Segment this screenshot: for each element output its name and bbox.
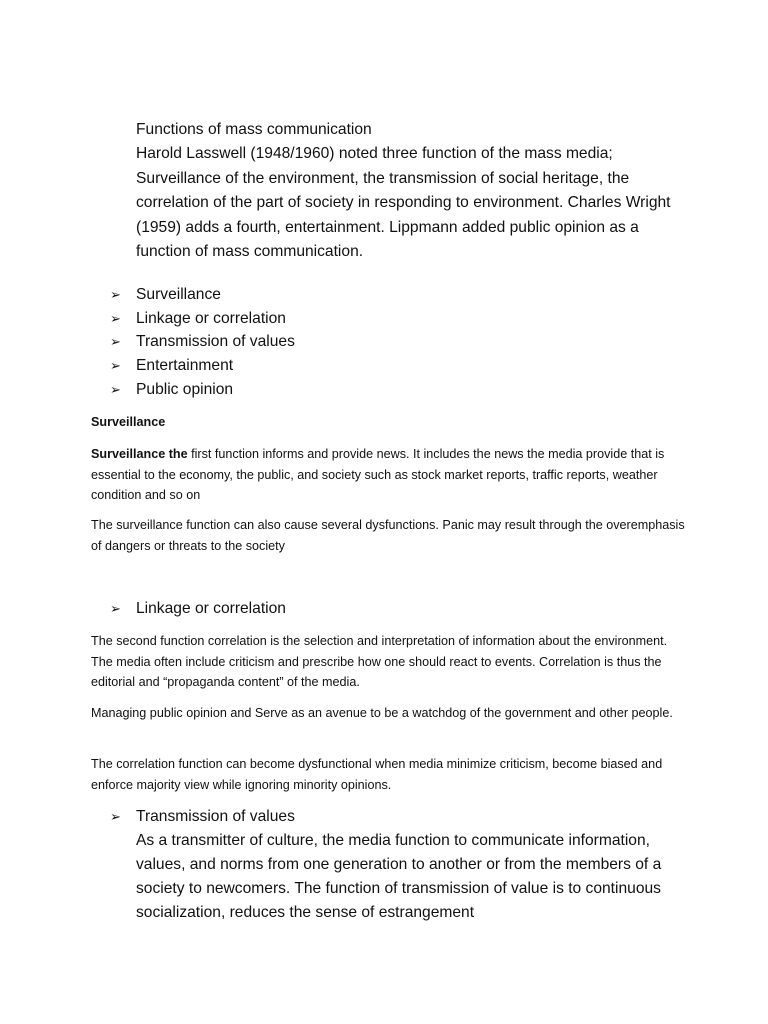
list-item: ➢ Surveillance xyxy=(110,283,670,307)
linkage-heading: Linkage or correlation xyxy=(136,600,286,617)
arrow-bullet-icon: ➢ xyxy=(110,310,121,326)
transmission-heading: Transmission of values xyxy=(136,808,295,825)
arrow-bullet-icon: ➢ xyxy=(110,334,121,350)
linkage-paragraph-3: The correlation function can become dysfunctional when media minimize criticism, become biased and enforce majority view while ignoring minority opinions. xyxy=(91,757,663,792)
arrow-bullet-icon: ➢ xyxy=(110,358,121,374)
linkage-paragraph-2: Managing public opinion and Serve as an avenue to be a watchdog of the government and other people. xyxy=(91,706,673,720)
linkage-paragraph-1: The second function correlation is the selection and interpretation of information about the environment. The media often include criticism and prescribe how one should react to events. Correlation is thus the editorial and “propaganda content” of the media. xyxy=(91,634,668,689)
arrow-bullet-icon: ➢ xyxy=(110,287,121,302)
linkage-heading-row xyxy=(110,597,710,621)
list-item: ➢ Entertainment xyxy=(110,354,670,378)
transmission-body: As a transmitter of culture, the media function to communicate information, values, and norms from one generation to another or from the members of a society to newcomers. The function of transmission of value is to continuous socialization, reduces the sense of estrangement xyxy=(136,832,662,921)
arrow-bullet-icon: ➢ xyxy=(110,601,121,616)
functions-list xyxy=(110,283,670,402)
surveillance-heading: Surveillance xyxy=(91,415,166,429)
list-item: ➢ Linkage or correlation xyxy=(110,307,670,331)
list-item: ➢ Public opinion xyxy=(110,378,670,402)
intro-title: Functions of mass communication xyxy=(136,121,372,138)
intro-section xyxy=(136,118,696,264)
list-item: ➢ Transmission of values xyxy=(110,330,670,354)
arrow-bullet-icon: ➢ xyxy=(110,381,121,397)
surveillance-paragraph-2: The surveillance function can also cause several dysfunctions. Panic may result through the overemphasis of dangers or threats to the society xyxy=(91,518,685,553)
surveillance-paragraph-1: Surveillance the first function informs and provide news. It includes the news the media provide that is essential to the economy, the public, and society such as stock market reports, traffic reports, weather condition and so on xyxy=(91,447,665,502)
intro-paragraph: Harold Lasswell (1948/1960) noted three function of the mass media; Surveillance of the environment, the transmission of social heritage, the correlation of the part of society in responding to environment. Charles Wright (1959) adds a fourth, entertainment. Lippmann added public opinion as a function of mass communication. xyxy=(136,145,671,261)
surveillance-bold-lead: Surveillance the xyxy=(91,447,188,461)
arrow-bullet-icon: ➢ xyxy=(110,809,121,824)
transmission-section xyxy=(110,805,710,925)
